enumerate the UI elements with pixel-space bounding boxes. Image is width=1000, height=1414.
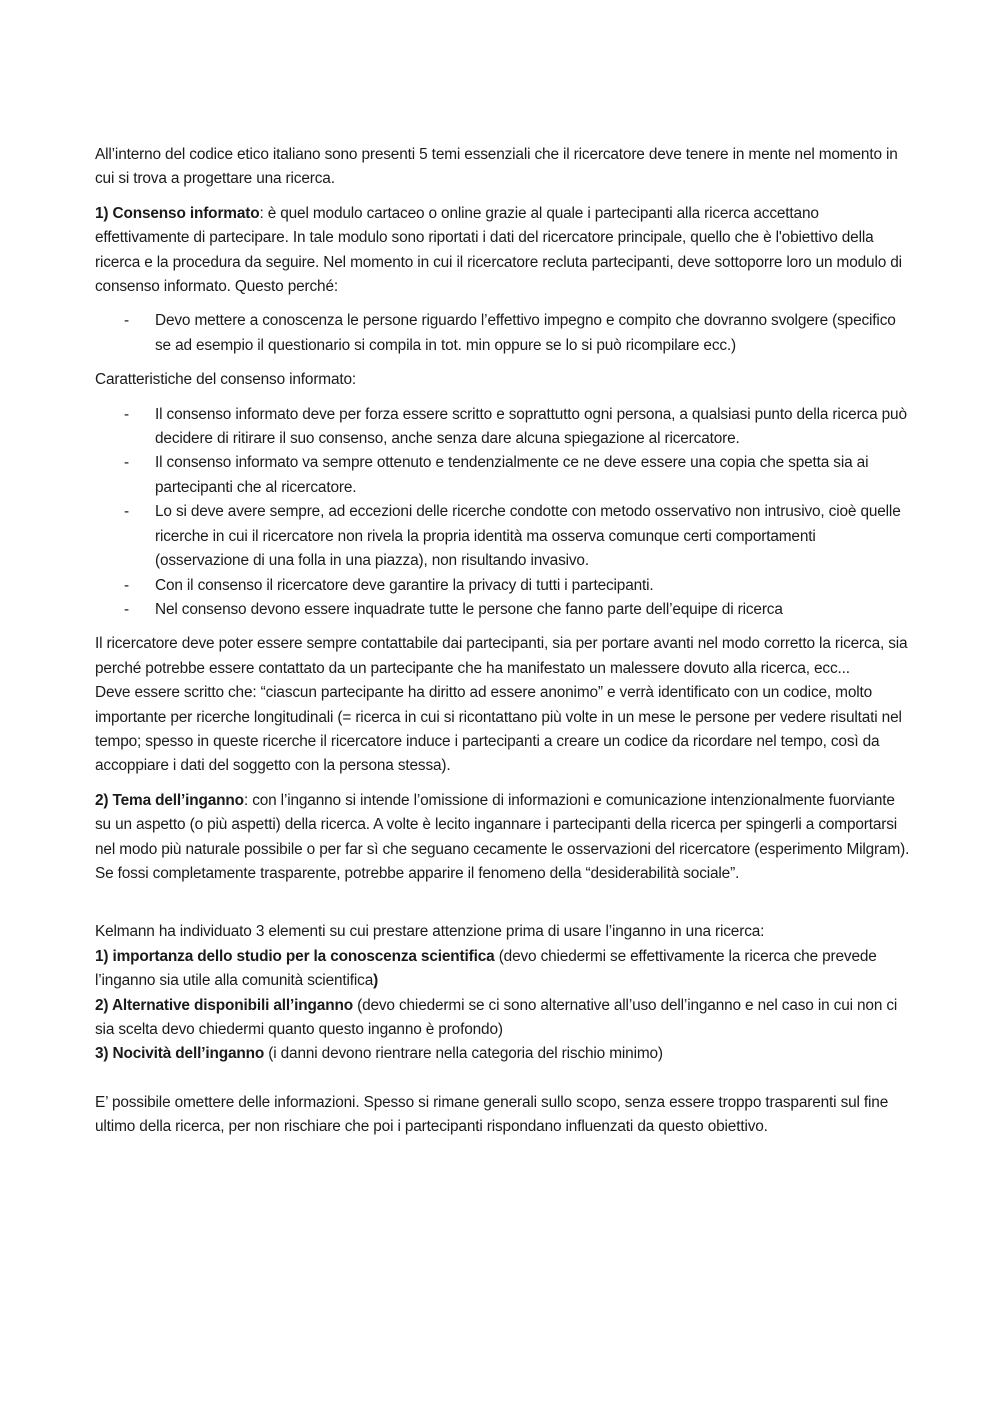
reasons-list <box>95 309 910 358</box>
inganno-paragraph <box>95 789 910 862</box>
kelmann-item-title: 2) Alternative disponibili all’inganno <box>95 996 353 1014</box>
kelmann-item-text: (devo chiedermi se effettivamente la ricerca che prevede l’inganno sia utile alla comunità scientifica <box>95 947 877 990</box>
list-item <box>95 403 910 452</box>
kelmann-item-title: 1) importanza dello studio per la conoscenza scientifica <box>95 947 495 965</box>
kelmann-intro: Kelmann ha individuato 3 elementi su cui prestare attenzione prima di usare l’inganno in una ricerca: <box>95 923 765 941</box>
kelmann-item-2 <box>95 994 910 1043</box>
list-item <box>95 574 910 598</box>
omission-paragraph: E’ possibile omettere delle informazioni. Spesso si rimane generali sullo scopo, senza essere troppo trasparenti sul fine ultimo della ricerca, per non rischiare che poi i partecipanti rispondano influenzati da questo obiettivo. <box>95 1093 889 1136</box>
dash-bullet: - <box>124 312 129 330</box>
list-item <box>95 309 910 358</box>
anonymous-paragraph: Deve essere scritto che: “ciascun partecipante ha diritto ad essere anonimo” e verrà identificato con un codice, molto importante per ricerche longitudinali (= ricerca in cui si ricontattano più volte in un mese le persone per vedere risultati nel tempo; spesso in queste ricerche il ricercatore induce i partecipanti a creare un codice da ricordare nel tempo, così da accoppiare i dati del soggetto con la persona stessa). <box>95 684 902 775</box>
dash-bullet: - <box>124 576 129 594</box>
kelmann-item-1 <box>95 945 910 994</box>
list-item <box>95 500 910 573</box>
document-page <box>95 143 910 1150</box>
kelmann-item-3 <box>95 1042 910 1066</box>
inganno-text: : con l’inganno si intende l’omissione di informazioni e comunicazione intenzionalmente fuorviante su un aspetto (o più aspetti) della ricerca. A volte è lecito ingannare i partecipanti della ricerca per spingerli a comportarsi nel modo più naturale possibile o per far sì che seguano cecamente le osservazioni del ricercatore (esperimento Milgram). <box>95 791 910 858</box>
spacer <box>95 896 910 920</box>
consenso-title: 1) Consenso informato <box>95 204 260 222</box>
list-item-text: Con il consenso il ricercatore deve garantire la privacy di tutti i partecipanti. <box>155 576 654 594</box>
kelmann-item-text: (devo chiedermi se ci sono alternative all’uso dell’inganno e nel caso in cui non ci sia scelta devo chiedermi quanto questo inganno è profondo) <box>95 996 898 1038</box>
dash-bullet: - <box>124 600 129 618</box>
spacer <box>95 1077 910 1091</box>
list-item-text: Il consenso informato va sempre ottenuto e tendenzialmente ce ne deve essere una copia che spetta sia ai partecipanti che al ricercatore. <box>155 454 869 496</box>
list-item <box>95 451 910 500</box>
features-heading: Caratteristiche del consenso informato: <box>95 371 357 389</box>
dash-bullet: - <box>124 405 129 423</box>
kelmann-item-text: (i danni devono rientrare nella categoria del rischio minimo) <box>264 1045 663 1063</box>
list-item-text: Il consenso informato deve per forza essere scritto e soprattutto ogni persona, a qualsiasi punto della ricerca può decidere di ritirare il suo consenso, anche senza dare alcuna spiegazione al ricercatore. <box>155 405 907 448</box>
contact-paragraph: Il ricercatore deve poter essere sempre contattabile dai partecipanti, sia per portare avanti nel modo corretto la ricerca, sia perché potrebbe essere contattato da un partecipante che ha manifestato un malessere dovuto alla ricerca, ecc... <box>95 635 908 677</box>
list-item-text: Nel consenso devono essere inquadrate tutte le persone che fanno parte dell’equipe di ricerca <box>155 600 783 618</box>
inganno-title: 2) Tema dell’inganno <box>95 791 244 809</box>
transparency-paragraph: Se fossi completamente trasparente, potrebbe apparire il fenomeno della “desiderabilità sociale”. <box>95 864 740 882</box>
consenso-text: : è quel modulo cartaceo o online grazie al quale i partecipanti alla ricerca accettano effettivamente di partecipare. In tale modulo sono riportati i dati del ricercatore principale, quello che è l'obiettivo della ricerca e la procedura da seguire. Nel momento in cui il ricercatore recluta partecipanti, deve sottoporre loro un modulo di consenso informato. Questo perché: <box>95 204 902 296</box>
consenso-paragraph <box>95 202 910 300</box>
list-item-text: Devo mettere a conoscenza le persone riguardo l’effettivo impegno e compito che dovranno svolgere (specifico se ad esempio il questionario si compila in tot. min oppure se lo si può ricompilare ecc.) <box>155 312 896 354</box>
intro-paragraph: All’interno del codice etico italiano sono presenti 5 temi essenziali che il ricercatore deve tenere in mente nel momento in cui si trova a progettare una ricerca. <box>95 146 898 188</box>
list-item-text: Lo si deve avere sempre, ad eccezioni delle ricerche condotte con metodo osservativo non intrusivo, cioè quelle ricerche in cui il ricercatore non rivela la propria identità ma osserva comunque certi comportamenti (osservazione di una folla in una piazza), non risultando invasivo. <box>155 503 901 570</box>
kelmann-item-tail: ) <box>373 972 379 990</box>
dash-bullet: - <box>124 454 129 472</box>
features-list <box>95 403 910 623</box>
list-item <box>95 598 910 622</box>
dash-bullet: - <box>124 503 129 521</box>
kelmann-item-title: 3) Nocività dell’inganno <box>95 1045 265 1063</box>
